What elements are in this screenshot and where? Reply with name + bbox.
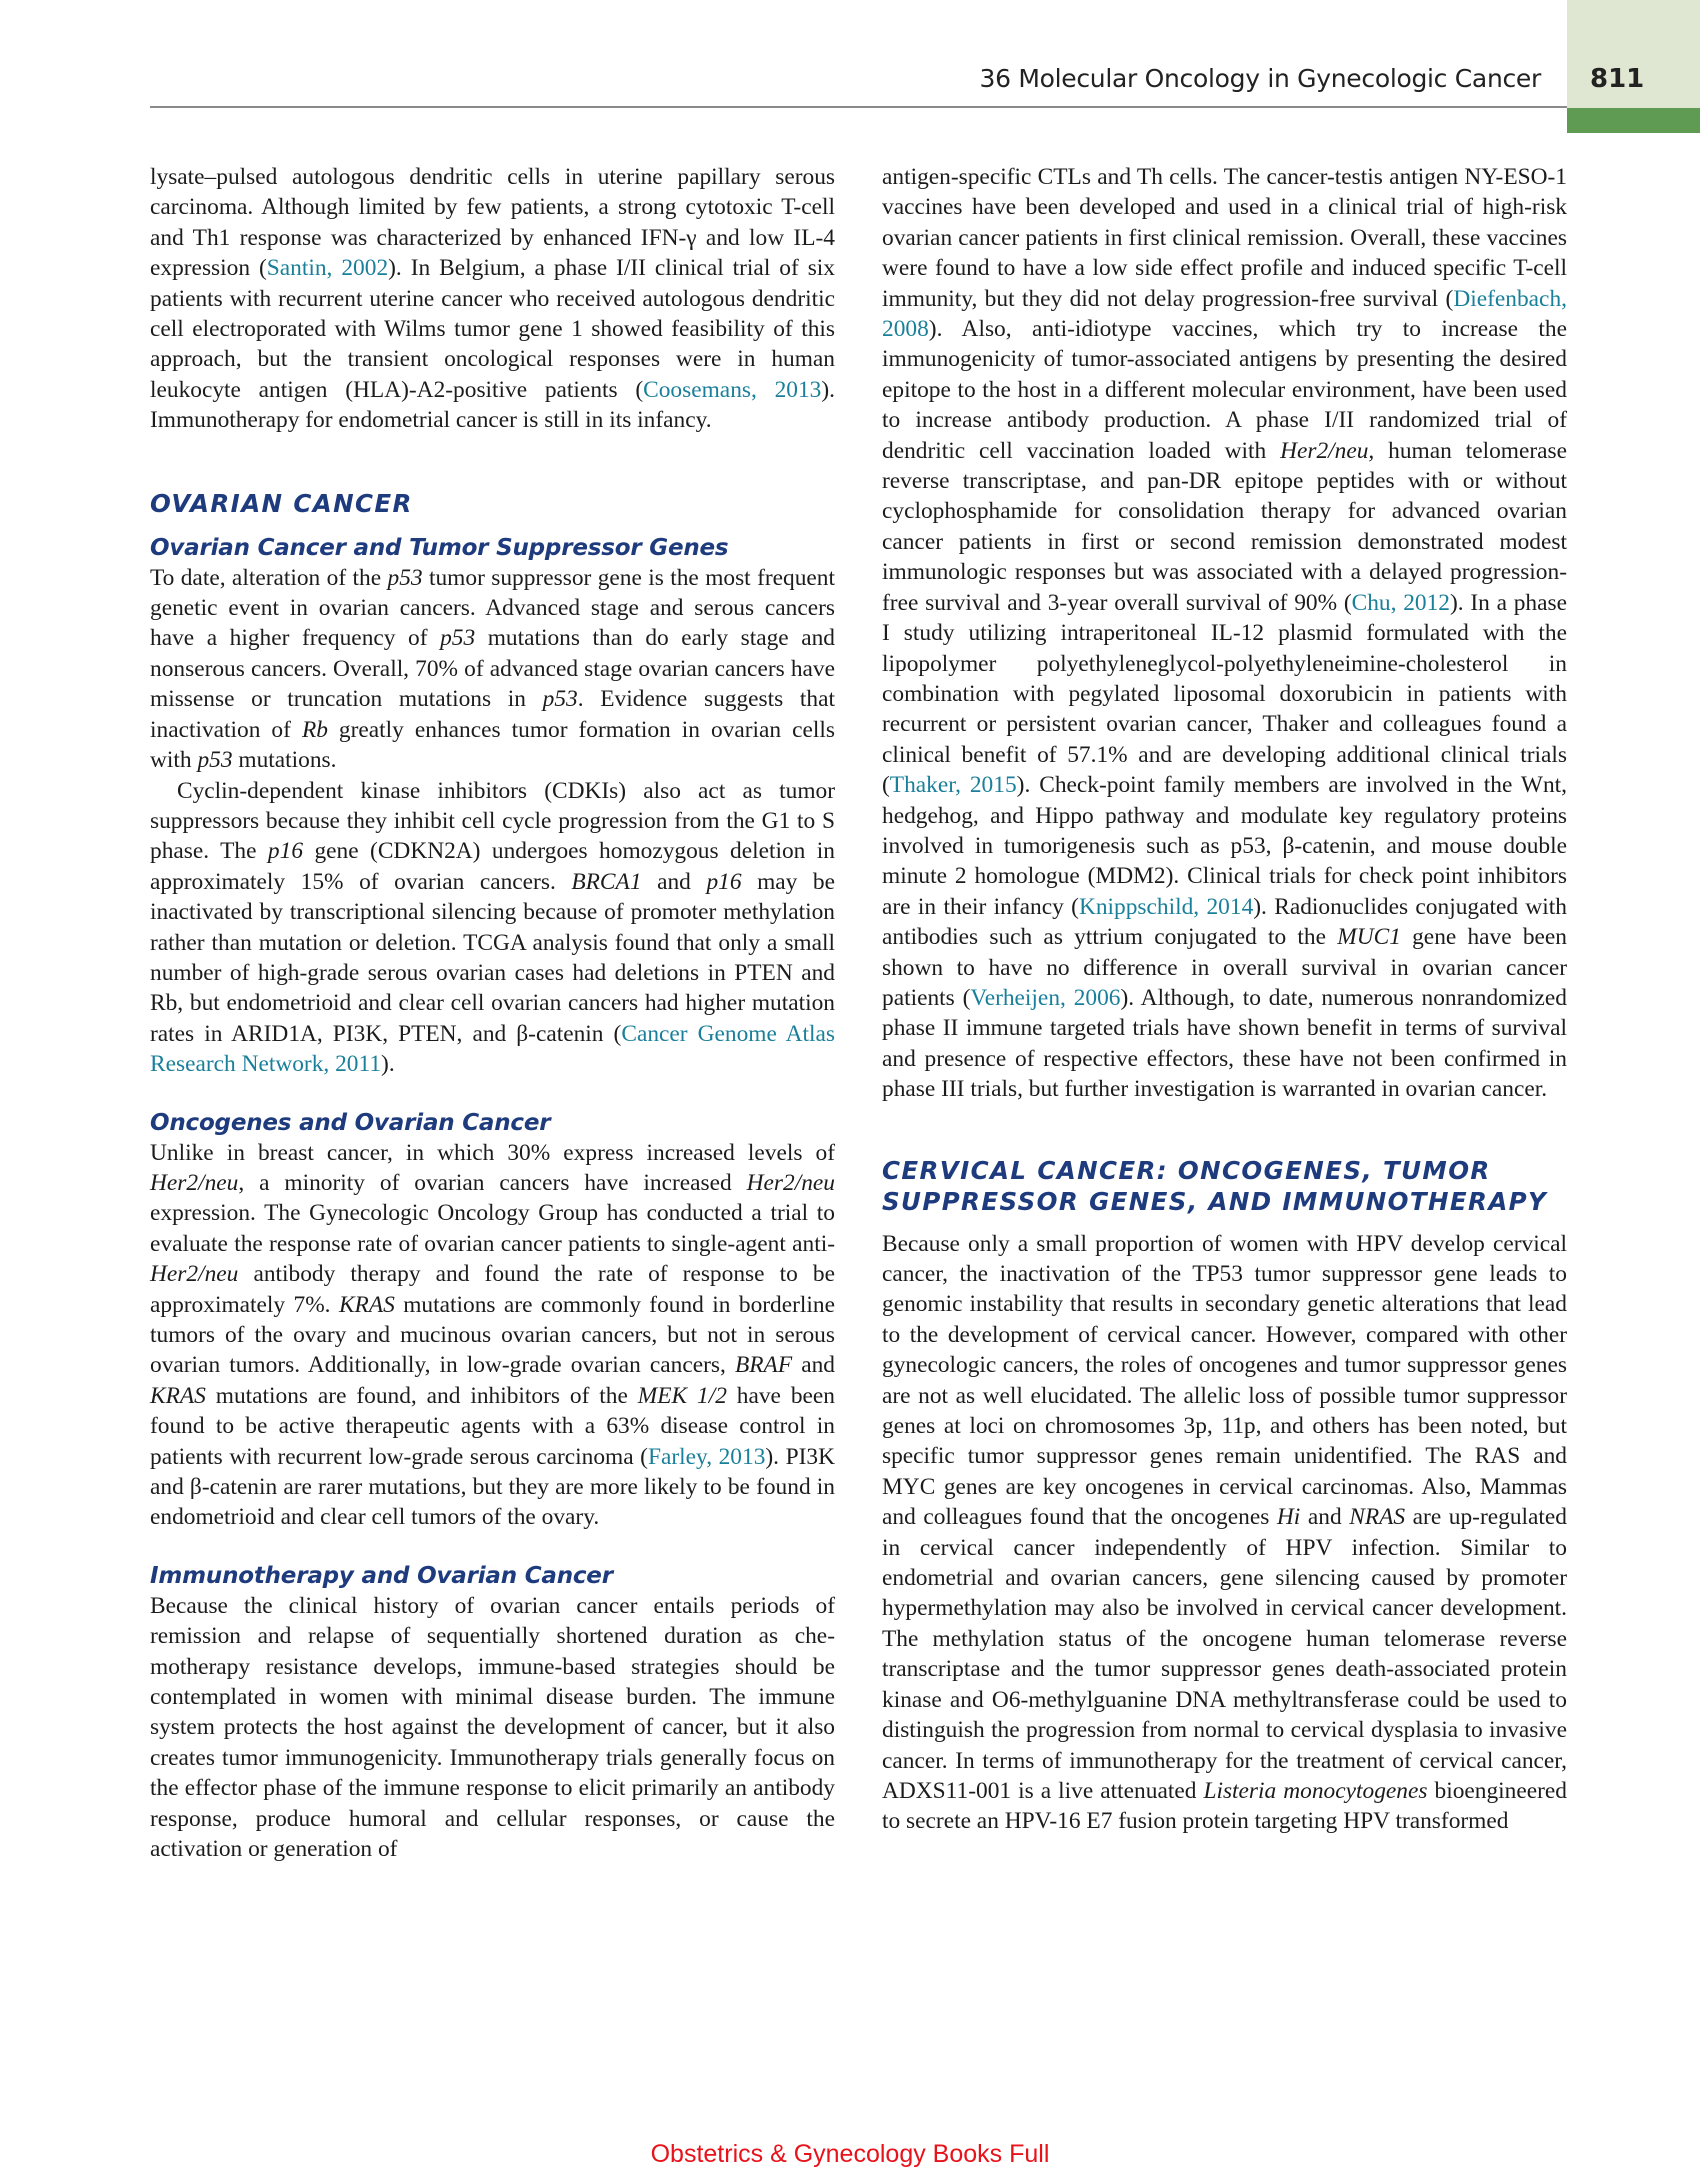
subheading-oncogenes-ovarian: Oncogenes and Ovarian Cancer (150, 1109, 551, 1136)
paragraph-oncogenes: Unlike in breast cancer, in which 30% express increased levels of Her2/neu, a minority of ovarian cancers have increased Her2/neu expression. The Gynecologic Oncology Group has conducted a trial to evaluate the response rate of ovarian cancer patients to single-agent anti-Her2/neu antibody therapy and found the rate of response to be approximately 7%. KRAS mutations are commonly found in borderline tumors of the ovary and mucinous ovarian cancers, but not in serous ovarian tumors. Additionally, in low-grade ovarian cancers, BRAF and KRAS mutations are found, and inhibitors of the MEK 1/2 have been found to be active therapeutic agents with a 63% disease control in patients with recurrent low-grade serous carcinoma (Farley, 2013). PI3K and β-catenin are rarer mutations, but they are more likely to be found in endometrioid and clear cell tumors of the ovary. (150, 1139, 836, 1531)
citation-thaker-2015[interactable]: Thaker, 2015 (889, 772, 1017, 799)
page-number: 811 (1590, 64, 1645, 94)
subheading-immunotherapy-ovarian: Immunotherapy and Ovarian Cancer (150, 1562, 613, 1589)
citation-diefenbach-2008[interactable]: Diefenbach, 2008 (882, 285, 1567, 343)
citation-verheijen-2006[interactable]: Verheijen, 2006 (970, 984, 1121, 1011)
paragraph-vaccines: antigen-specific CTLs and Th cells. The cancer-testis antigen NY-ESO-1 vaccines have been developed and used in a clinical trial of high-risk ovarian cancer patients in first clinical remission. Overall, these vaccines were found to have a low side effect profile and induced specific T-cell immunity, but they did not delay progression-free survival (Diefenbach, 2008). Also, anti-idiotype vaccines, which try to increase the immunogenicity of tumor-associated antigens by presenting the desired epitope to the host in a different molecular environment, have been used to increase antibody production. A phase I/II randomized trial of dendritic cell vaccination loaded with Her2/neu, human telomerase reverse transcriptase, and pan-DR epitope peptides with or without cyclophosphamide for consolidation therapy for advanced ovarian cancer patients in first or second remission demonstrated modest immunologic responses but was associated with a delayed progression-free survival and 3-year overall survival of 90% (Chu, 2012). In a phase I study utilizing intraperitoneal IL-12 plasmid formulated with the lipopolymer polyethyleneglycol-polyethyleneimine-cholesterol in combination with pegylated liposomal doxorubicin in patients with recurrent or persistent ovarian cancer, Thaker and colleagues found a clinical benefit of 57.1% and are developing additional clinical trials (Thaker, 2015). Check-point family members are involved in the Wnt, hedgehog, and Hippo pathway and modulate key regulatory proteins involved in tumorigenesis such as p53, β-catenin, and mouse double minute 2 homologue (MDM2). Clinical trials for check point inhibitors are in their infancy (Knippschild, 2014). Radionuclides conjugated with antibodies such as yttrium conjugated to the MUC1 gene have been shown to have no difference in overall survival in ovarian cancer patients (Verheijen, 2006). Although, to date, numerous nonrandomized phase II immune targeted trials have shown benefit in terms of survival and presence of respective effectors, these have not been confirmed in phase III trials, but further investigation is warranted in ovarian cancer. (882, 164, 1568, 1103)
citation-coosemans-2013[interactable]: Coosemans, 2013 (643, 376, 822, 403)
left-column (150, 162, 835, 1865)
paragraph-p53: To date, alteration of the p53 tumor suppressor gene is the most frequent genetic event in ovarian cancers. Advanced stage and serous cancers have a higher frequency of p53 mutations than do early stage and nonserous cancers. Overall, 70% of advanced stage ovarian cancers have missense or truncation mutations in p53. Evidence suggests that inactivation of Rb greatly enhances tumor formation in ovarian cells with p53 mutations. (150, 564, 835, 774)
paragraph-cdki: Cyclin-dependent kinase inhibitors (CDKIs) also act as tumor suppressors because they inhibit cell cycle progression from the G1 to S phase. The p16 gene (CDKN2A) undergoes homozygous deletion in approximately 15% of ovarian cancers. BRCA1 and p16 may be inactivated by transcriptional silencing because of promoter methylation rather than mutation or deletion. TCGA analysis found that only a small number of high-grade serous ovarian cases had deletions in PTEN and Rb, but endometrioid and clear cell ovarian cancers had higher mutation rates in ARID1A, PI3K, PTEN, and β-catenin (Cancer Genome Atlas Research Network, 2011). (150, 777, 835, 1078)
citation-knippschild-2014[interactable]: Knippschild, 2014 (1078, 893, 1254, 920)
paragraph-endometrial-immunotherapy: lysate–pulsed autologous dendritic cells in uterine papillary serous carcinoma. Although limited by few patients, a strong cytotoxic T-cell and Th1 response was characterized by enhanced IFN-γ and low IL-4 expression (Santin, 2002). In Belgium, a phase I/II clinical trial of six patients with recurrent uterine cancer who received autologous dendritic cell electroporated with Wilms tumor gene 1 showed feasibility of this approach, but the transient oncological responses were in human leukocyte antigen (HLA)-A2-positive patients (Coosemans, 2013). Immunotherapy for endometrial cancer is still in its infancy. (150, 164, 835, 434)
running-head: 36 Molecular Oncology in Gynecologic Cancer (979, 64, 1541, 93)
footer-watermark: Obstetrics & Gynecology Books Full (650, 2140, 1050, 2168)
citation-tcga-2011[interactable]: Cancer Genome Atlas Research Network, 2011 (150, 1020, 835, 1078)
section-heading-cervical-cancer: CERVICAL CANCER: ONCOGENES, TUMOR SUPPRESSOR GENES, AND IMMUNOTHERAPY (882, 1155, 1548, 1216)
citation-santin-2002[interactable]: Santin, 2002 (266, 255, 389, 282)
paragraph-immunotherapy: Because the clinical history of ovarian cancer entails periods of remission and relapse of sequentially shortened duration as chemotherapy resistance develops, immune-based strategies should be contemplated in women with minimal disease burden. The immune system protects the host against the development of cancer, but it also creates tumor immunogenicity. Immunotherapy trials generally focus on the effector phase of the immune response to elicit primarily an antibody response, produce humoral and cellular responses, or cause the activation or generation of (150, 1592, 835, 1863)
citation-farley-2013[interactable]: Farley, 2013 (647, 1443, 766, 1470)
paragraph-cervical: Because only a small proportion of women with HPV develop cervical cancer, the inactivation of the TP53 tumor suppressor gene leads to genomic instability that results in secondary genetic alterations that lead to the development of cervical cancer. However, compared with other gynecologic cancers, the roles of oncogenes and tumor suppressor genes are not as well elucidated. The allelic loss of possible tumor suppressor genes at loci on chromosomes 3p, 11p, and others has been noted, but specific tumor suppressor genes remain unidentified. The RAS and MYC genes are key oncogenes in cervical carcinomas. Also, Mammas and colleagues found that the oncogenes Hi and NRAS are up-regulated in cervical cancer independently of HPV infection. Similar to endometrial and ovarian cancers, gene silencing caused by promoter hypermethylation may also be involved in cervical cancer development. The methylation status of the oncogene human telomerase reverse transcriptase and the tumor suppressor genes death-associated protein kinase and O6-methylguanine DNA methyltransferase could be used to distinguish the progression from normal to cervical dysplasia to invasive cancer. In terms of immunotherapy for the treatment of cervical cancer, ADXS11-001 is a live attenuated Listeria monocytogenes bioengineered to secrete an HPV-16 E7 fusion protein targeting HPV transformed (882, 1230, 1567, 1835)
citation-chu-2012[interactable]: Chu, 2012 (1351, 589, 1450, 616)
right-column (882, 162, 1567, 1837)
subheading-tumor-suppressor-genes: Ovarian Cancer and Tumor Suppressor Genes (150, 534, 729, 561)
section-heading-ovarian-cancer: OVARIAN CANCER (150, 488, 413, 518)
chapter-color-bar (1567, 108, 1700, 133)
header-rule (150, 106, 1567, 108)
